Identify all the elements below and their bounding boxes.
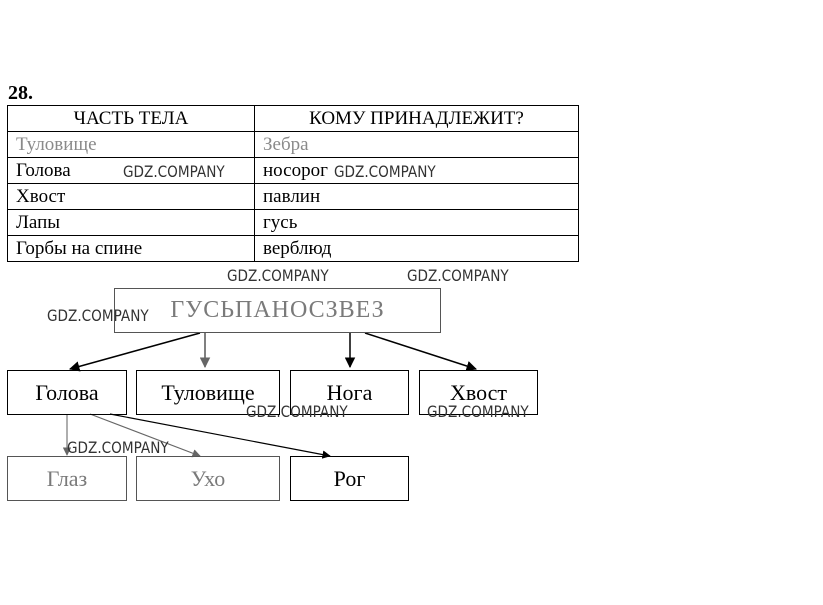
diagram-box-leg: Нога <box>290 370 409 415</box>
cell-part: Туловище <box>8 132 255 158</box>
diagram-box-eye: Глаз <box>7 456 127 501</box>
column-header-owner: КОМУ ПРИНАДЛЕЖИТ? <box>255 106 579 132</box>
watermark-text: GDZ.COMPANY <box>123 162 225 181</box>
watermark-text: GDZ.COMPANY <box>407 266 509 285</box>
watermark-text: GDZ.COMPANY <box>47 306 149 325</box>
diagram-box-head: Голова <box>7 370 127 415</box>
watermark-text: GDZ.COMPANY <box>227 266 329 285</box>
watermark-text: GDZ.COMPANY <box>334 162 436 181</box>
cell-owner: верблюд <box>255 236 579 262</box>
diagram-box-body: Туловище <box>136 370 280 415</box>
watermark-text: GDZ.COMPANY <box>427 402 529 421</box>
diagram-top-box: ГУСЬПАНОСЗВЕЗ <box>114 288 441 333</box>
cell-part: Горбы на спине <box>8 236 255 262</box>
watermark-text: GDZ.COMPANY <box>246 402 348 421</box>
diagram-box-ear: Ухо <box>136 456 280 501</box>
diagram-box-horn: Рог <box>290 456 409 501</box>
column-header-part: ЧАСТЬ ТЕЛА <box>8 106 255 132</box>
cell-owner: Зебра <box>255 132 579 158</box>
cell-owner: носорог <box>255 158 579 184</box>
arrow-top-to-head <box>70 333 200 369</box>
cell-owner: гусь <box>255 210 579 236</box>
cell-part: Хвост <box>8 184 255 210</box>
cell-owner: павлин <box>255 184 579 210</box>
diagram-box-tail: Хвост <box>419 370 538 415</box>
cell-part: Голова <box>8 158 255 184</box>
cell-part: Лапы <box>8 210 255 236</box>
arrow-top-to-tail <box>365 333 476 369</box>
task-number: 28. <box>8 82 33 104</box>
watermark-text: GDZ.COMPANY <box>67 438 169 457</box>
